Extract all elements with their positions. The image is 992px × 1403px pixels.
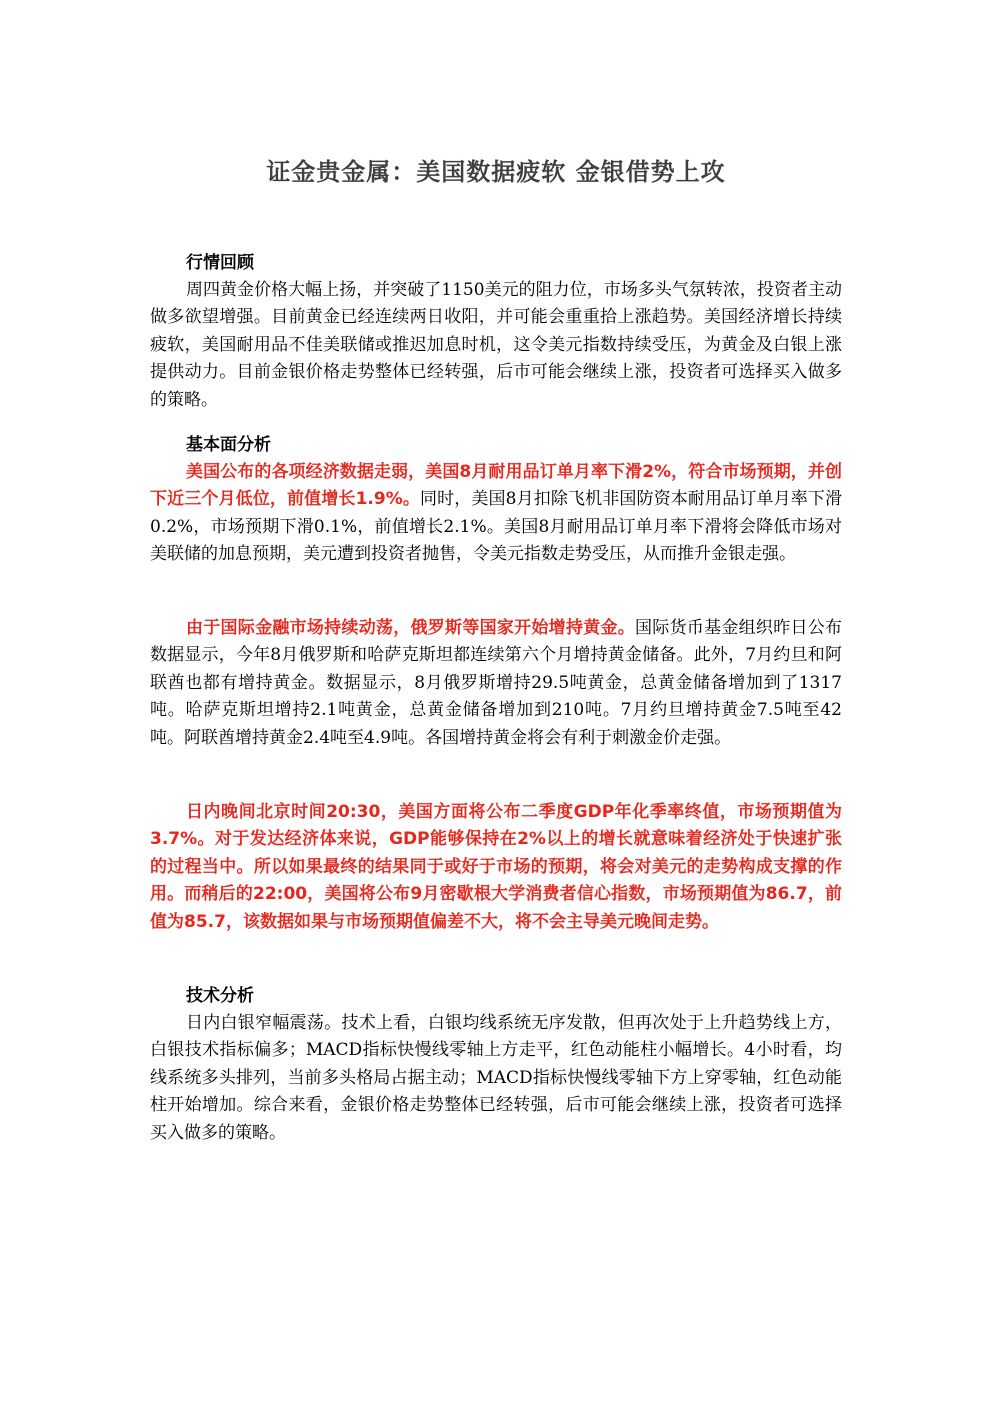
section-gdp [150,799,842,936]
highlight-gold-reserves: 由于国际金融市场持续动荡，俄罗斯等国家开始增持黄金。 [186,618,636,638]
section-market-review [150,250,842,414]
highlight-durable-goods: 美国公布的各项经济数据走弱，美国8月耐用品订单月率下滑2%，符合市场预期，并创下近三个月低位，前值增长1.9%。 [150,462,842,510]
paragraph-gdp [150,799,842,936]
section-fundamental [150,432,842,569]
paragraph-durable-goods [150,459,842,569]
section-heading-technical: 技术分析 [186,986,254,1006]
highlight-gdp: 日内晚间北京时间20:30，美国方面将公布二季度GDP年化季率终值，市场预期值为3.7%。对于发达经济体来说，GDP能够保持在2%以上的增长就意味着经济处于快速扩张的过程当中。所以如果最终的结果同于或好于市场的预期，将会对美元的走势构成支撑的作用。而稍后的22:00，美国将公布9月密歇根大学消费者信心指数，市场预期值为86.7，前值为85.7，该数据如果与市场预期值偏差不大，将不会主导美元晚间走势。 [150,802,842,932]
section-heading-fundamental: 基本面分析 [186,435,271,455]
document-title: 证金贵金属：美国数据疲软 金银借势上攻 [266,158,726,186]
section-technical [150,983,842,1147]
section-gold-reserves [150,615,842,752]
paragraph-technical: 日内白银窄幅震荡。技术上看，白银均线系统无序发散，但再次处于上升趋势线上方，白银技术指标偏多；MACD指标快慢线零轴上方走平，红色动能柱小幅增长。4小时看，均线系统多头排列，当前多头格局占据主动；MACD指标快慢线零轴下方上穿零轴，红色动能柱开始增加。综合来看，金银价格走势整体已经转强，后市可能会继续上涨，投资者可选择买入做多的策略。 [150,1013,842,1143]
section-heading-market-review: 行情回顾 [186,253,254,273]
text-durable-goods: 同时，美国8月扣除飞机非国防资本耐用品订单月率下滑0.2%，市场预期下滑0.1%，前值增长2.1%。美国8月耐用品订单月率下滑将会降低市场对美联储的加息预期，美元遭到投资者抛售，令美元指数走势受压，从而推升金银走强。 [150,489,842,565]
paragraph-market-review: 周四黄金价格大幅上扬，并突破了1150美元的阻力位，市场多头气氛转浓，投资者主动做多欲望增强。目前黄金已经连续两日收阳，并可能会重重拾上涨趋势。美国经济增长持续疲软，美国耐用品不佳美联储或推迟加息时机，这令美元指数持续受压，为黄金及白银上涨提供动力。目前金银价格走势整体已经转强，后市可能会继续上涨，投资者可选择买入做多的策略。 [150,280,842,410]
paragraph-gold-reserves [150,615,842,752]
text-gold-reserves: 国际货币基金组织昨日公布数据显示，今年8月俄罗斯和哈萨克斯坦都连续第六个月增持黄金储备。此外，7月约旦和阿联酋也都有增持黄金。数据显示，8月俄罗斯增持29.5吨黄金，总黄金储备增加到了1317吨。哈萨克斯坦增持2.1吨黄金，总黄金储备增加到210吨。7月约旦增持黄金7.5吨至42吨。阿联酋增持黄金2.4吨至4.9吨。各国增持黄金将会有利于刺激金价走强。 [150,618,843,748]
